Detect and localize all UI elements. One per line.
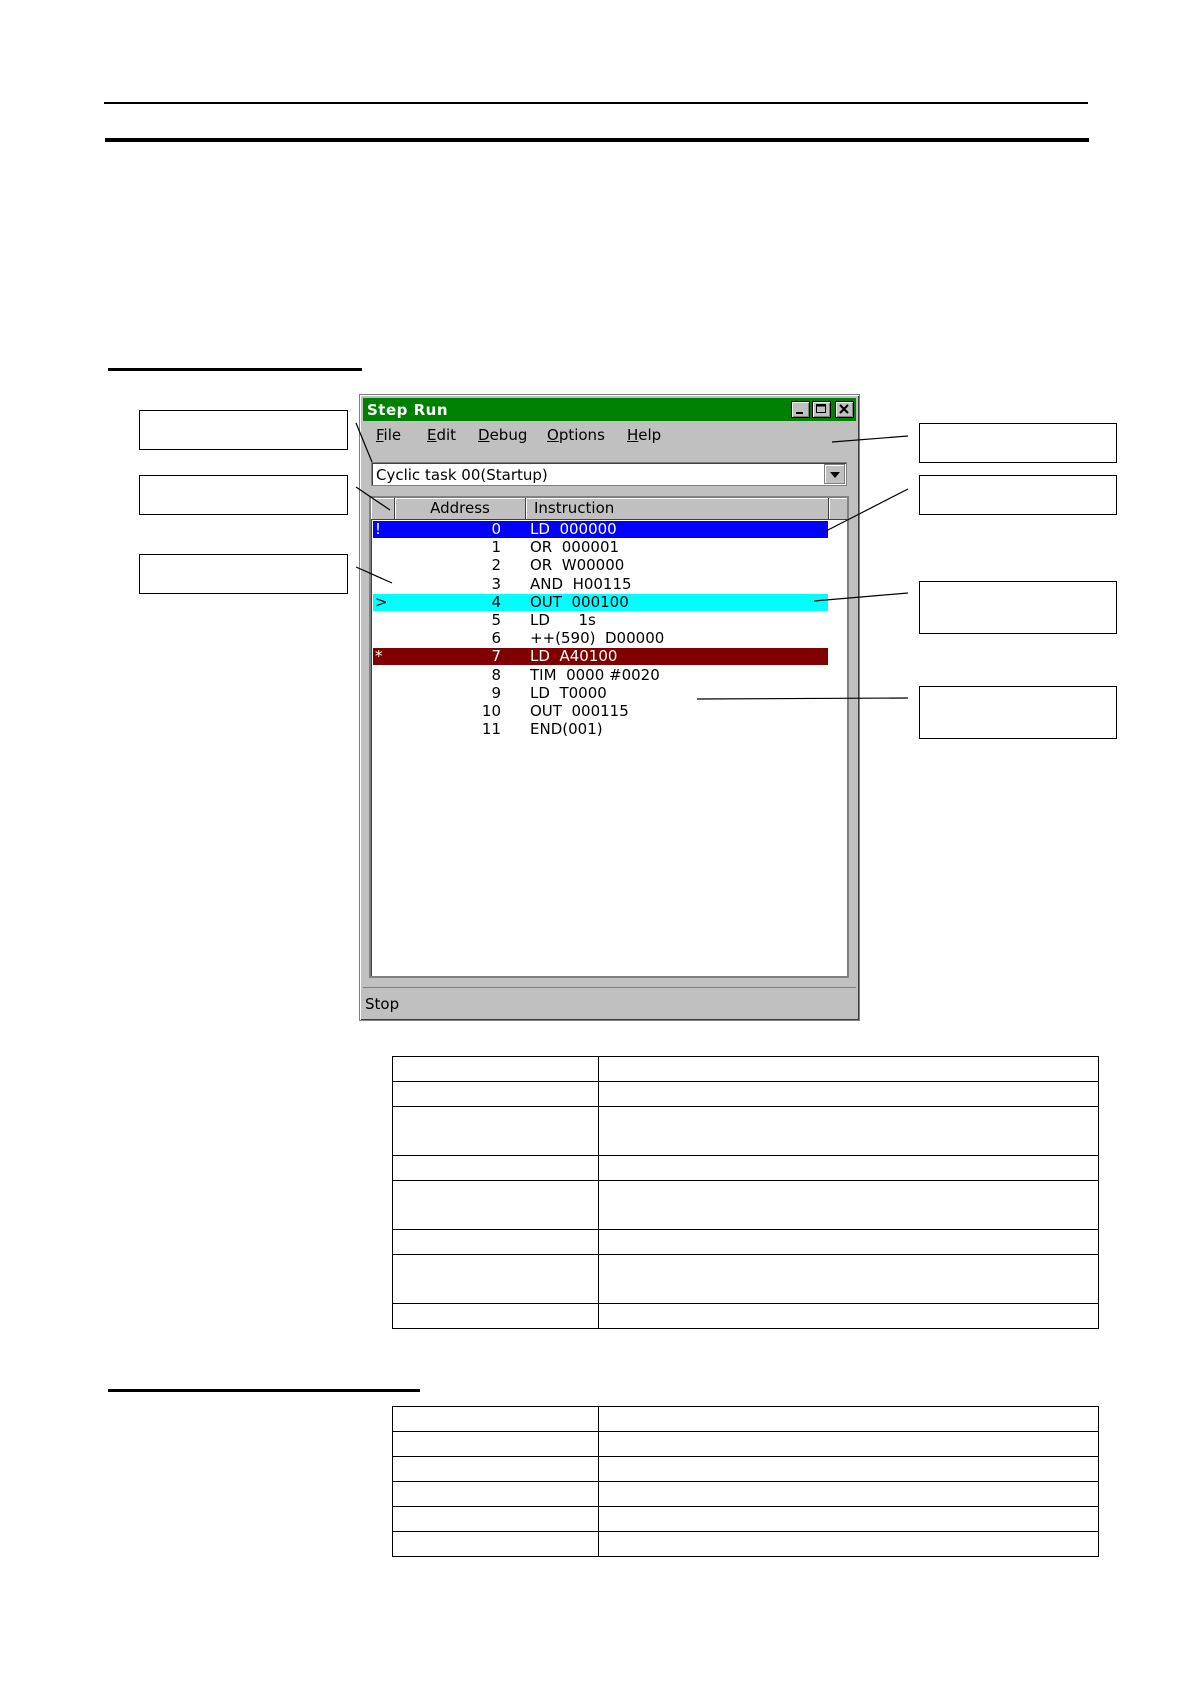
close-icon[interactable] [835, 401, 854, 418]
status-text: Stop [365, 995, 400, 1013]
table-row[interactable] [373, 630, 828, 647]
table-row [393, 1304, 1099, 1329]
dropdown-arrow-icon[interactable] [824, 464, 845, 484]
row-instruction: LD A40100 [530, 647, 618, 666]
header-rule-thick [105, 138, 1089, 142]
table-row[interactable] [373, 667, 828, 684]
table-row[interactable] [373, 685, 828, 702]
column-header-marker[interactable] [371, 498, 395, 520]
table-row [393, 1432, 1099, 1457]
instruction-list[interactable] [369, 496, 849, 978]
table-row [393, 1255, 1099, 1304]
callout-box-right-1 [919, 423, 1117, 463]
menu-edit[interactable]: Edit [427, 426, 457, 444]
task-select-value: Cyclic task 00(Startup) [376, 466, 548, 484]
table-row[interactable] [373, 612, 828, 629]
row-instruction: OUT 000115 [530, 702, 629, 720]
row-address: 0 [491, 520, 501, 538]
row-instruction: LD 000000 [530, 520, 617, 538]
callout-box-right-4 [919, 686, 1117, 739]
table-row [393, 1181, 1099, 1230]
row-address: 9 [491, 683, 501, 702]
callout-box-right-2 [919, 475, 1117, 515]
callout-box-left-2 [139, 475, 348, 515]
table-row [393, 1082, 1099, 1107]
description-table-1 [392, 1056, 1099, 1329]
table-row [393, 1407, 1099, 1432]
table-row [393, 1107, 1099, 1156]
table-row [393, 1156, 1099, 1181]
title-bar[interactable] [363, 398, 856, 421]
table-row[interactable] [373, 648, 828, 665]
column-header-spacer [829, 498, 849, 520]
row-instruction: OR 000001 [530, 538, 620, 557]
task-select[interactable] [371, 462, 847, 486]
row-marker: > [375, 592, 388, 611]
section-rule-2 [108, 1389, 420, 1392]
row-instruction: LD T0000 [530, 683, 607, 702]
row-address: 6 [491, 629, 501, 648]
row-marker: * [375, 647, 383, 666]
table-row[interactable] [373, 594, 828, 611]
menu-options[interactable]: Options [547, 426, 605, 444]
row-instruction: LD 1s [530, 611, 596, 629]
table-row[interactable] [373, 557, 828, 574]
row-address: 8 [491, 665, 501, 684]
column-header-instruction[interactable]: Instruction [526, 498, 829, 520]
row-address: 11 [481, 720, 501, 739]
window-title: Step Run [367, 401, 449, 419]
table-row[interactable] [373, 721, 828, 738]
menu-bar [363, 423, 856, 447]
row-instruction: ++(590) D00000 [530, 629, 665, 648]
table-row[interactable] [373, 576, 828, 593]
table-row[interactable] [373, 703, 828, 720]
menu-help[interactable]: Help [627, 426, 662, 444]
description-table-2 [392, 1406, 1099, 1557]
row-address: 2 [491, 556, 501, 575]
row-instruction: END(001) [530, 720, 603, 739]
row-instruction: AND H00115 [530, 574, 632, 593]
menu-debug[interactable]: Debug [478, 426, 528, 444]
minimize-icon[interactable] [791, 401, 810, 418]
row-address: 4 [491, 592, 501, 611]
maximize-icon[interactable] [812, 401, 831, 418]
table-row [393, 1507, 1099, 1532]
table-row [393, 1457, 1099, 1482]
row-instruction: OR W00000 [530, 556, 625, 575]
step-run-window [359, 394, 860, 1021]
status-bar [363, 987, 856, 1018]
table-row [393, 1532, 1099, 1557]
callout-box-left-1 [139, 410, 348, 450]
header-rule-thin [104, 102, 1088, 104]
row-address: 1 [491, 538, 501, 557]
row-instruction: OUT 000100 [530, 592, 629, 611]
table-row [393, 1057, 1099, 1082]
callout-box-left-3 [139, 554, 348, 594]
row-address: 3 [491, 574, 501, 593]
row-address: 7 [491, 647, 501, 666]
menu-file[interactable]: File [376, 426, 402, 444]
row-instruction: TIM 0000 #0020 [530, 665, 660, 684]
row-address: 10 [481, 702, 501, 720]
table-row [393, 1230, 1099, 1255]
row-marker: ! [375, 520, 382, 538]
row-address: 5 [491, 611, 501, 629]
table-row [393, 1482, 1099, 1507]
column-header-address[interactable]: Address [395, 498, 526, 520]
table-row[interactable] [373, 521, 828, 538]
section-rule-1 [108, 368, 362, 371]
callout-box-right-3 [919, 581, 1117, 634]
table-row[interactable] [373, 539, 828, 556]
